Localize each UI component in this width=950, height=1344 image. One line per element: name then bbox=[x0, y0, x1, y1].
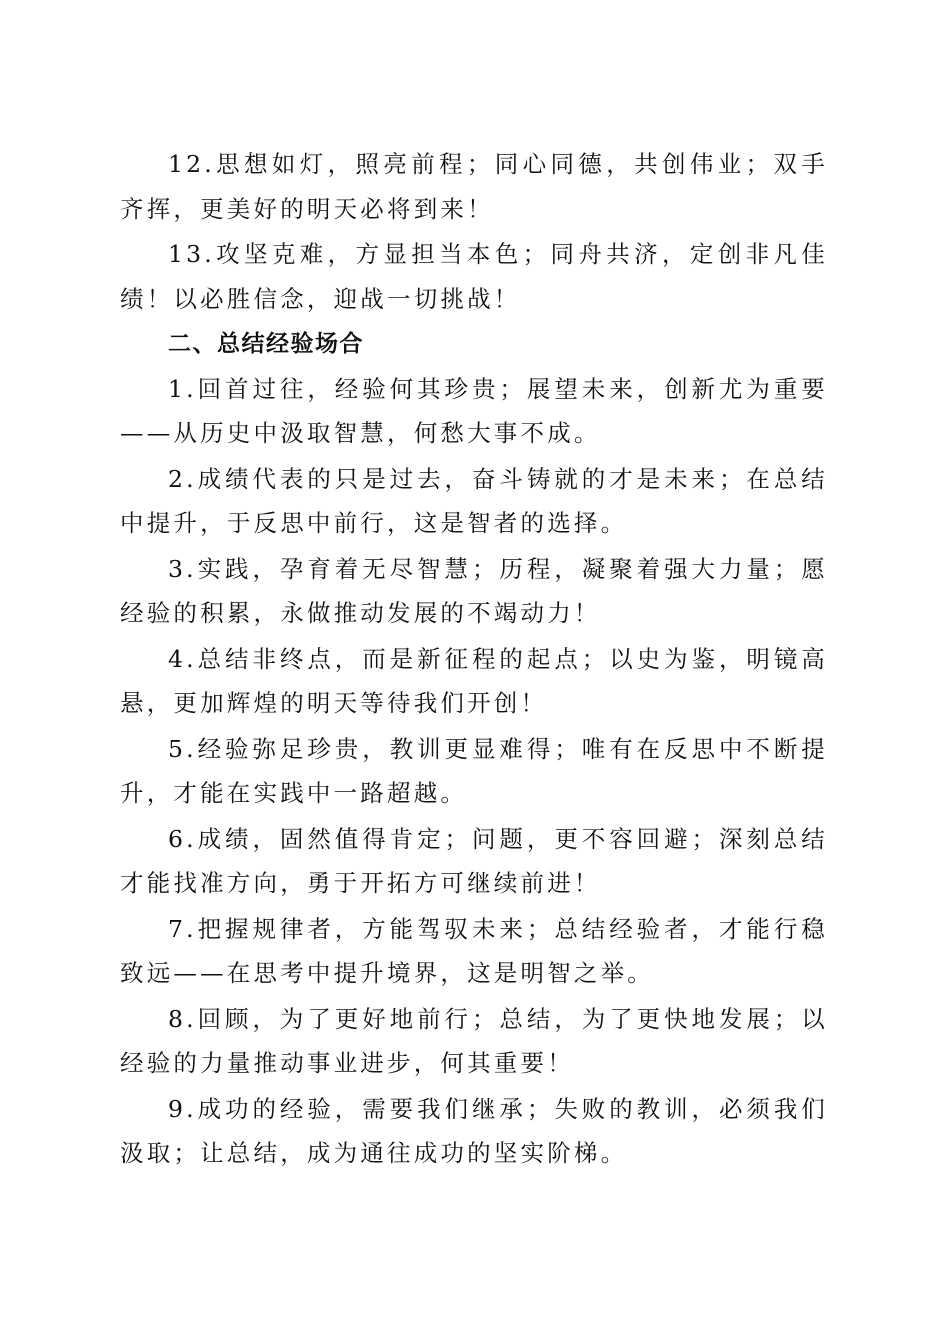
document-body bbox=[120, 142, 828, 1177]
paragraph-item-7: 7.把握规律者，方能驾驭未来；总结经验者，才能行稳致远——在思考中提升境界，这是明智之举。 bbox=[120, 914, 828, 987]
paragraph-item-4: 4.总结非终点，而是新征程的起点；以史为鉴，明镜高悬，更加辉煌的明天等待我们开创！ bbox=[120, 644, 828, 717]
paragraph-item-6: 6.成绩，固然值得肯定；问题，更不容回避；深刻总结才能找准方向，勇于开拓方可继续前进！ bbox=[120, 824, 828, 897]
paragraph-item-5: 5.经验弥足珍贵，教训更显难得；唯有在反思中不断提升，才能在实践中一路超越。 bbox=[120, 734, 828, 807]
paragraph-item-9: 9.成功的经验，需要我们继承；失败的教训，必须我们汲取；让总结，成为通往成功的坚实阶梯。 bbox=[120, 1094, 828, 1167]
paragraph-item-3: 3.实践，孕育着无尽智慧；历程，凝聚着强大力量；愿经验的积累，永做推动发展的不竭动力！ bbox=[120, 554, 828, 627]
paragraph-slogan-13: 13.攻坚克难，方显担当本色；同舟共济，定创非凡佳绩！以必胜信念，迎战一切挑战！ bbox=[120, 240, 828, 313]
section-heading: 二、总结经验场合 bbox=[168, 331, 364, 357]
paragraph-item-2: 2.成绩代表的只是过去，奋斗铸就的才是未来；在总结中提升，于反思中前行，这是智者的选择。 bbox=[120, 464, 828, 537]
paragraph-item-8: 8.回顾，为了更好地前行；总结，为了更快地发展；以经验的力量推动事业进步，何其重要！ bbox=[120, 1004, 828, 1077]
paragraph-item-1: 1.回首过往，经验何其珍贵；展望未来，创新尤为重要——从历史中汲取智慧，何愁大事不成。 bbox=[120, 374, 828, 447]
paragraph-slogan-12: 12.思想如灯，照亮前程；同心同德，共创伟业；双手齐挥，更美好的明天必将到来！ bbox=[120, 150, 828, 223]
